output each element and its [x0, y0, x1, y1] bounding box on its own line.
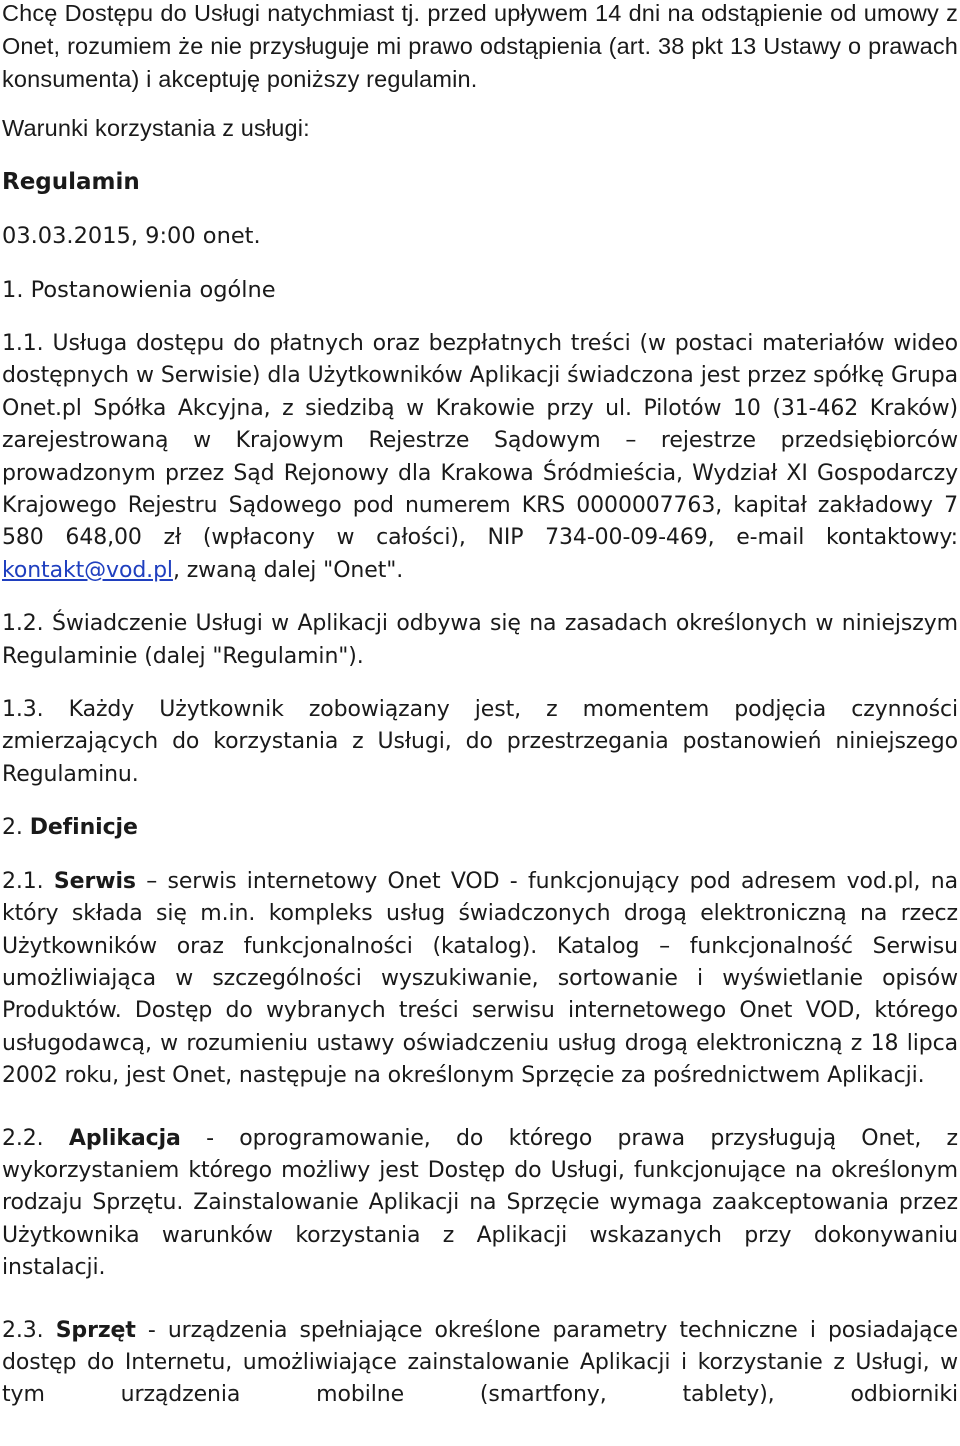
contact-email-link[interactable]: kontakt@vod.pl [2, 557, 173, 583]
paragraph-1-3: 1.3. Każdy Użytkownik zobowiązany jest, z momentem podjęcia czynności zmierzających do korzystania z Usługi, do przestrzegania postanowień niniejszego Regulaminu. [2, 697, 958, 787]
consent-paragraph: Chcę Dostępu do Usługi natychmiast tj. przed upływem 14 dni na odstąpienie od umowy z Onet, rozumiem że nie przysługuje mi prawo odstąpienia (art. 38 pkt 13 Ustawy o prawach konsumenta) i akceptuję poniższy regulamin. [2, 0, 958, 92]
paragraph-1-1 [2, 328, 958, 587]
definition-2-2 [2, 1123, 958, 1285]
section-2-heading [2, 812, 958, 844]
definition-2-2-term: Aplikacja [68, 1125, 181, 1151]
paragraph-1-1-text: 1.1. Usługa dostępu do płatnych oraz bezpłatnych treści (w postaci materiałów wideo dostępnych w Serwisie) dla Użytkowników Aplikacji świadczona jest przez spółkę Grupa Onet.pl Spółka Akcyjna, z siedzibą w Krakowie przy ul. Pilotów 10 (31-462 Kraków) zarejestrowaną w Krajowym Rejestrze Sądowym – rejestrze przedsiębiorców prowadzonym przez Sąd Rejonowy dla Krakowa Śródmieścia, Wydział XI Gospodarczy Krajowego Rejestru Sądowego pod numerem KRS 0000007763, kapitał zakładowy 7 580 648,00 zł (wpłacony w całości), NIP 734-00-09-469, e-mail kontaktowy: [2, 331, 958, 551]
definition-2-3 [2, 1315, 958, 1412]
definition-2-3-text: - urządzenia spełniające określone parametry techniczne i posiadające dostęp do Internetu, umożliwiające zainstalowanie Aplikacji i korzystanie z Usługi, w tym urządzenia mobilne (smartfony, tablety), odbiorniki [2, 1317, 958, 1408]
definition-2-1-text: – serwis internetowy Onet VOD - funkcjonujący pod adresem vod.pl, na który składa się m.in. kompleks usług świadczonych drogą elektroniczną na rzecz Użytkowników oraz funkcjonalności (katalog). Katalog – funkcjonalność Serwisu umożliwiająca w szczególności wyszukiwanie, sortowanie i wyświetlanie opisów Produktów. Dostęp do wybranych treści serwisu internetowego Onet VOD, którego usługodawcą, w rozumieniu ustawy oświadczeniu usług drogą elektroniczną z 18 lipca 2002 roku, jest Onet, następuje na określonym Sprzęcie za pośrednictwem Aplikacji. [2, 868, 958, 1089]
section-2-title: Definicje [29, 815, 138, 841]
definition-2-1-term: Serwis [53, 868, 136, 894]
definition-2-1 [2, 866, 958, 1093]
document-title: Regulamin [2, 169, 140, 195]
section-2-number: 2. [2, 815, 30, 841]
definition-2-2-text: - oprogramowanie, do którego prawa przysługują Onet, z wykorzystaniem którego możliwy jest Dostęp do Usługi, funkcjonujące na określonym rodzaju Sprzętu. Zainstalowanie Aplikacji na Sprzęcie wymaga zaakceptowania przez Użytkownika warunków korzystania z Aplikacji wskazanych przy dokonywaniu instalacji. [2, 1125, 958, 1281]
paragraph-1-1-tail: , zwaną dalej "Onet". [172, 557, 404, 583]
definition-2-2-number: 2.2. [2, 1125, 69, 1151]
section-1-heading: 1. Postanowienia ogólne [2, 277, 276, 303]
definition-2-3-number: 2.3. [2, 1317, 56, 1343]
conditions-label: Warunki korzystania z usługi: [2, 115, 310, 141]
definition-2-1-number: 2.1. [2, 868, 54, 894]
document-date: 03.03.2015, 9:00 onet. [2, 223, 261, 249]
definition-2-3-term: Sprzęt [55, 1317, 136, 1343]
paragraph-1-2: 1.2. Świadczenie Usługi w Aplikacji odbywa się na zasadach określonych w niniejszym Regulaminie (dalej "Regulamin"). [2, 611, 958, 669]
